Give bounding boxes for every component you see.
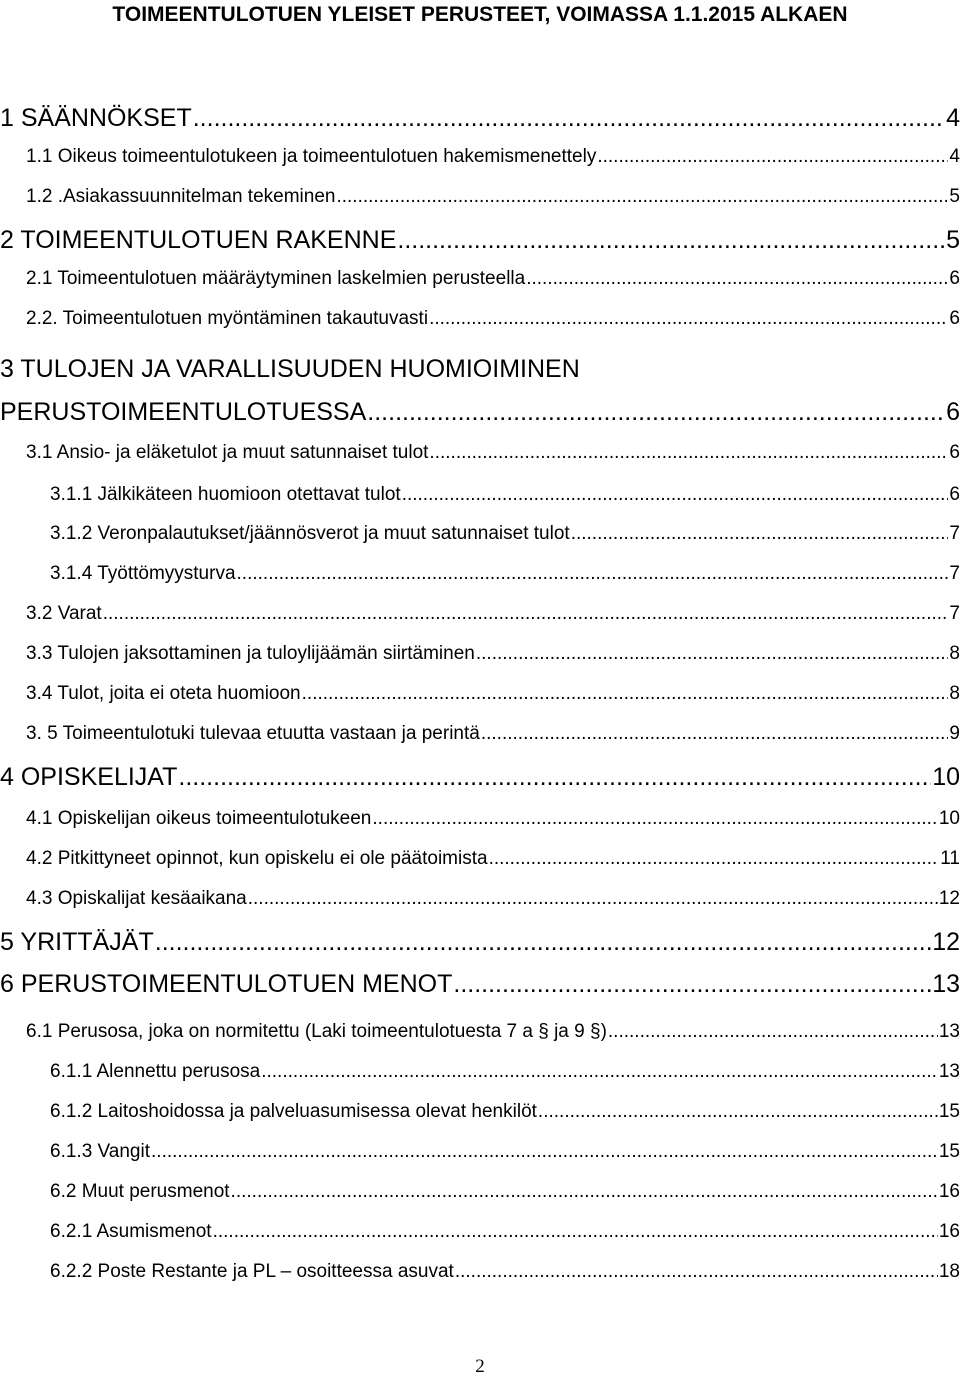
toc-entry-title: 6 PERUSTOIMEENTULOTUEN MENOT xyxy=(0,970,453,998)
dot-leader xyxy=(455,1261,938,1283)
dot-leader xyxy=(237,563,949,585)
toc-entry-title: 3 TULOJEN JA VARALLISUUDEN HUOMIOIMINEN xyxy=(0,355,580,383)
toc-entry-title: 3. 5 Toimeentulotuki tulevaa etuutta vastaan ja perintä xyxy=(26,723,480,744)
toc-entry-title: 4.1 Opiskelijan oikeus toimeentulotukeen xyxy=(26,808,372,829)
toc-entry-title: 3.3 Tulojen jaksottaminen ja tuloylijäämän siirtäminen xyxy=(26,643,475,664)
toc-entry-page: 4 xyxy=(949,146,960,167)
toc-entry[interactable] xyxy=(26,643,960,665)
toc-entry-title: 3.1.4 Työttömyysturva xyxy=(50,563,236,584)
toc-entry-page: 10 xyxy=(938,808,960,829)
dot-leader xyxy=(367,398,945,427)
toc-entry-page: 10 xyxy=(932,763,960,791)
toc-entry[interactable] xyxy=(0,355,580,384)
toc-entry[interactable] xyxy=(26,848,960,870)
toc-entry-page: 18 xyxy=(938,1261,960,1282)
toc-entry[interactable] xyxy=(0,970,960,999)
toc-entry-page: 9 xyxy=(949,723,960,744)
toc-entry-title: 3.1.1 Jälkikäteen huomioon otettavat tulot xyxy=(50,484,401,505)
toc-entry[interactable] xyxy=(26,442,960,464)
toc-entry[interactable] xyxy=(26,808,960,830)
dot-leader xyxy=(429,442,948,464)
dot-leader xyxy=(155,928,931,957)
toc-entry-page: 7 xyxy=(949,603,960,624)
toc-entry[interactable] xyxy=(50,484,960,506)
toc-entry[interactable] xyxy=(50,1221,960,1243)
toc-entry-title: 1.1 Oikeus toimeentulotukeen ja toimeentulotuen hakemismenettely xyxy=(26,146,597,167)
toc-entry[interactable] xyxy=(26,1021,960,1043)
toc-entry[interactable] xyxy=(26,308,960,330)
toc-entry-page: 6 xyxy=(949,484,960,505)
toc-entry-title: 6.2.1 Asumismenot xyxy=(50,1221,212,1242)
toc-entry[interactable] xyxy=(0,104,960,133)
toc-entry-title: 3.4 Tulot, joita ei oteta huomioon xyxy=(26,683,301,704)
dot-leader xyxy=(302,683,949,705)
dot-leader xyxy=(213,1221,938,1243)
dot-leader xyxy=(193,104,945,133)
dot-leader xyxy=(526,268,948,290)
toc-entry-page: 7 xyxy=(949,563,960,584)
toc-entry-page: 15 xyxy=(938,1101,960,1122)
toc-entry-page: 6 xyxy=(946,398,960,426)
toc-entry-title: 1.2 .Asiakassuunnitelman tekeminen xyxy=(26,186,336,207)
dot-leader xyxy=(571,523,949,545)
toc-entry-page: 8 xyxy=(949,683,960,704)
toc-entry-title: 6.2.2 Poste Restante ja PL – osoitteessa asuvat xyxy=(50,1261,454,1282)
toc-entry-page: 16 xyxy=(938,1221,960,1242)
toc-entry[interactable] xyxy=(50,1061,960,1083)
toc-entry-title: 6.1.3 Vangit xyxy=(50,1141,151,1162)
dot-leader xyxy=(481,723,949,745)
dot-leader xyxy=(151,1141,938,1163)
toc-entry-page: 6 xyxy=(949,268,960,289)
document-title: TOIMEENTULOTUEN YLEISET PERUSTEET, VOIMASSA 1.1.2015 ALKAEN xyxy=(112,3,848,26)
toc-entry-title: 4.2 Pitkittyneet opinnot, kun opiskelu ei ole päätoimista xyxy=(26,848,488,869)
toc-entry-title: 1 SÄÄNNÖKSET xyxy=(0,104,192,132)
toc-entry-page: 15 xyxy=(938,1141,960,1162)
dot-leader xyxy=(429,308,948,330)
dot-leader xyxy=(248,888,938,910)
dot-leader xyxy=(538,1101,938,1123)
toc-entry-page: 6 xyxy=(949,442,960,463)
toc-entry-title: 6.1.1 Alennettu perusosa xyxy=(50,1061,261,1082)
dot-leader xyxy=(231,1181,938,1203)
toc-entry[interactable] xyxy=(0,398,960,427)
dot-leader xyxy=(372,808,937,830)
toc-entry-title: 3.1.2 Veronpalautukset/jäännösverot ja muut satunnaiset tulot xyxy=(50,523,570,544)
toc-entry[interactable] xyxy=(26,723,960,745)
toc-entry[interactable] xyxy=(50,1141,960,1163)
dot-leader xyxy=(489,848,940,870)
dot-leader xyxy=(597,146,948,168)
toc-entry-title: 2 TOIMEENTULOTUEN RAKENNE xyxy=(0,226,397,254)
toc-entry-title: 4.3 Opiskalijat kesäaikana xyxy=(26,888,247,909)
toc-entry-title: 2.2. Toimeentulotuen myöntäminen takautuvasti xyxy=(26,308,429,329)
toc-entry[interactable] xyxy=(26,603,960,625)
toc-entry-page: 4 xyxy=(946,104,960,132)
toc-entry-page: 11 xyxy=(940,848,960,869)
dot-leader xyxy=(453,970,931,999)
toc-entry-page: 12 xyxy=(932,928,960,956)
dot-leader xyxy=(336,186,948,208)
toc-entry[interactable] xyxy=(50,523,960,545)
toc-entry-title: 3.1 Ansio- ja eläketulot ja muut satunnaiset tulot xyxy=(26,442,429,463)
toc-entry-page: 13 xyxy=(938,1021,960,1042)
toc-entry-page: 5 xyxy=(949,186,960,207)
toc-entry-title: PERUSTOIMEENTULOTUESSA xyxy=(0,398,367,426)
toc-entry[interactable] xyxy=(0,763,960,792)
toc-entry-page: 12 xyxy=(938,888,960,909)
dot-leader xyxy=(608,1021,938,1043)
page-number: 2 xyxy=(475,1356,485,1377)
toc-entry[interactable] xyxy=(26,146,960,168)
toc-entry-page: 8 xyxy=(949,643,960,664)
dot-leader xyxy=(397,226,945,255)
toc-entry-page: 5 xyxy=(946,226,960,254)
toc-entry-page: 7 xyxy=(949,523,960,544)
toc-entry[interactable] xyxy=(26,888,960,910)
toc-entry-title: 3.2 Varat xyxy=(26,603,102,624)
toc-entry-title: 4 OPISKELIJAT xyxy=(0,763,178,791)
toc-entry-title: 6.1.2 Laitoshoidossa ja palveluasumisessa olevat henkilöt xyxy=(50,1101,537,1122)
toc-entry[interactable] xyxy=(0,226,960,255)
toc-entry-page: 13 xyxy=(932,970,960,998)
toc-entry-page: 13 xyxy=(938,1061,960,1082)
toc-entry-title: 5 YRITTÄJÄT xyxy=(0,928,154,956)
toc-entry-page: 6 xyxy=(949,308,960,329)
toc-entry[interactable] xyxy=(26,683,960,705)
toc-entry-page: 16 xyxy=(938,1181,960,1202)
dot-leader xyxy=(178,763,931,792)
toc-entry-title: 2.1 Toimeentulotuen määräytyminen laskelmien perusteella xyxy=(26,268,526,289)
dot-leader xyxy=(402,484,949,506)
toc-entry[interactable] xyxy=(50,1261,960,1283)
toc-entry[interactable] xyxy=(0,928,960,957)
toc-entry[interactable] xyxy=(50,1181,960,1203)
dot-leader xyxy=(261,1061,938,1083)
dot-leader xyxy=(103,603,949,625)
toc-entry[interactable] xyxy=(26,268,960,290)
toc-entry[interactable] xyxy=(50,1101,960,1123)
toc-entry[interactable] xyxy=(26,186,960,208)
toc-entry-title: 6.2 Muut perusmenot xyxy=(50,1181,230,1202)
toc-entry-title: 6.1 Perusosa, joka on normitettu (Laki toimeentulotuesta 7 a § ja 9 §) xyxy=(26,1021,607,1042)
toc-entry[interactable] xyxy=(50,563,960,585)
dot-leader xyxy=(476,643,949,665)
